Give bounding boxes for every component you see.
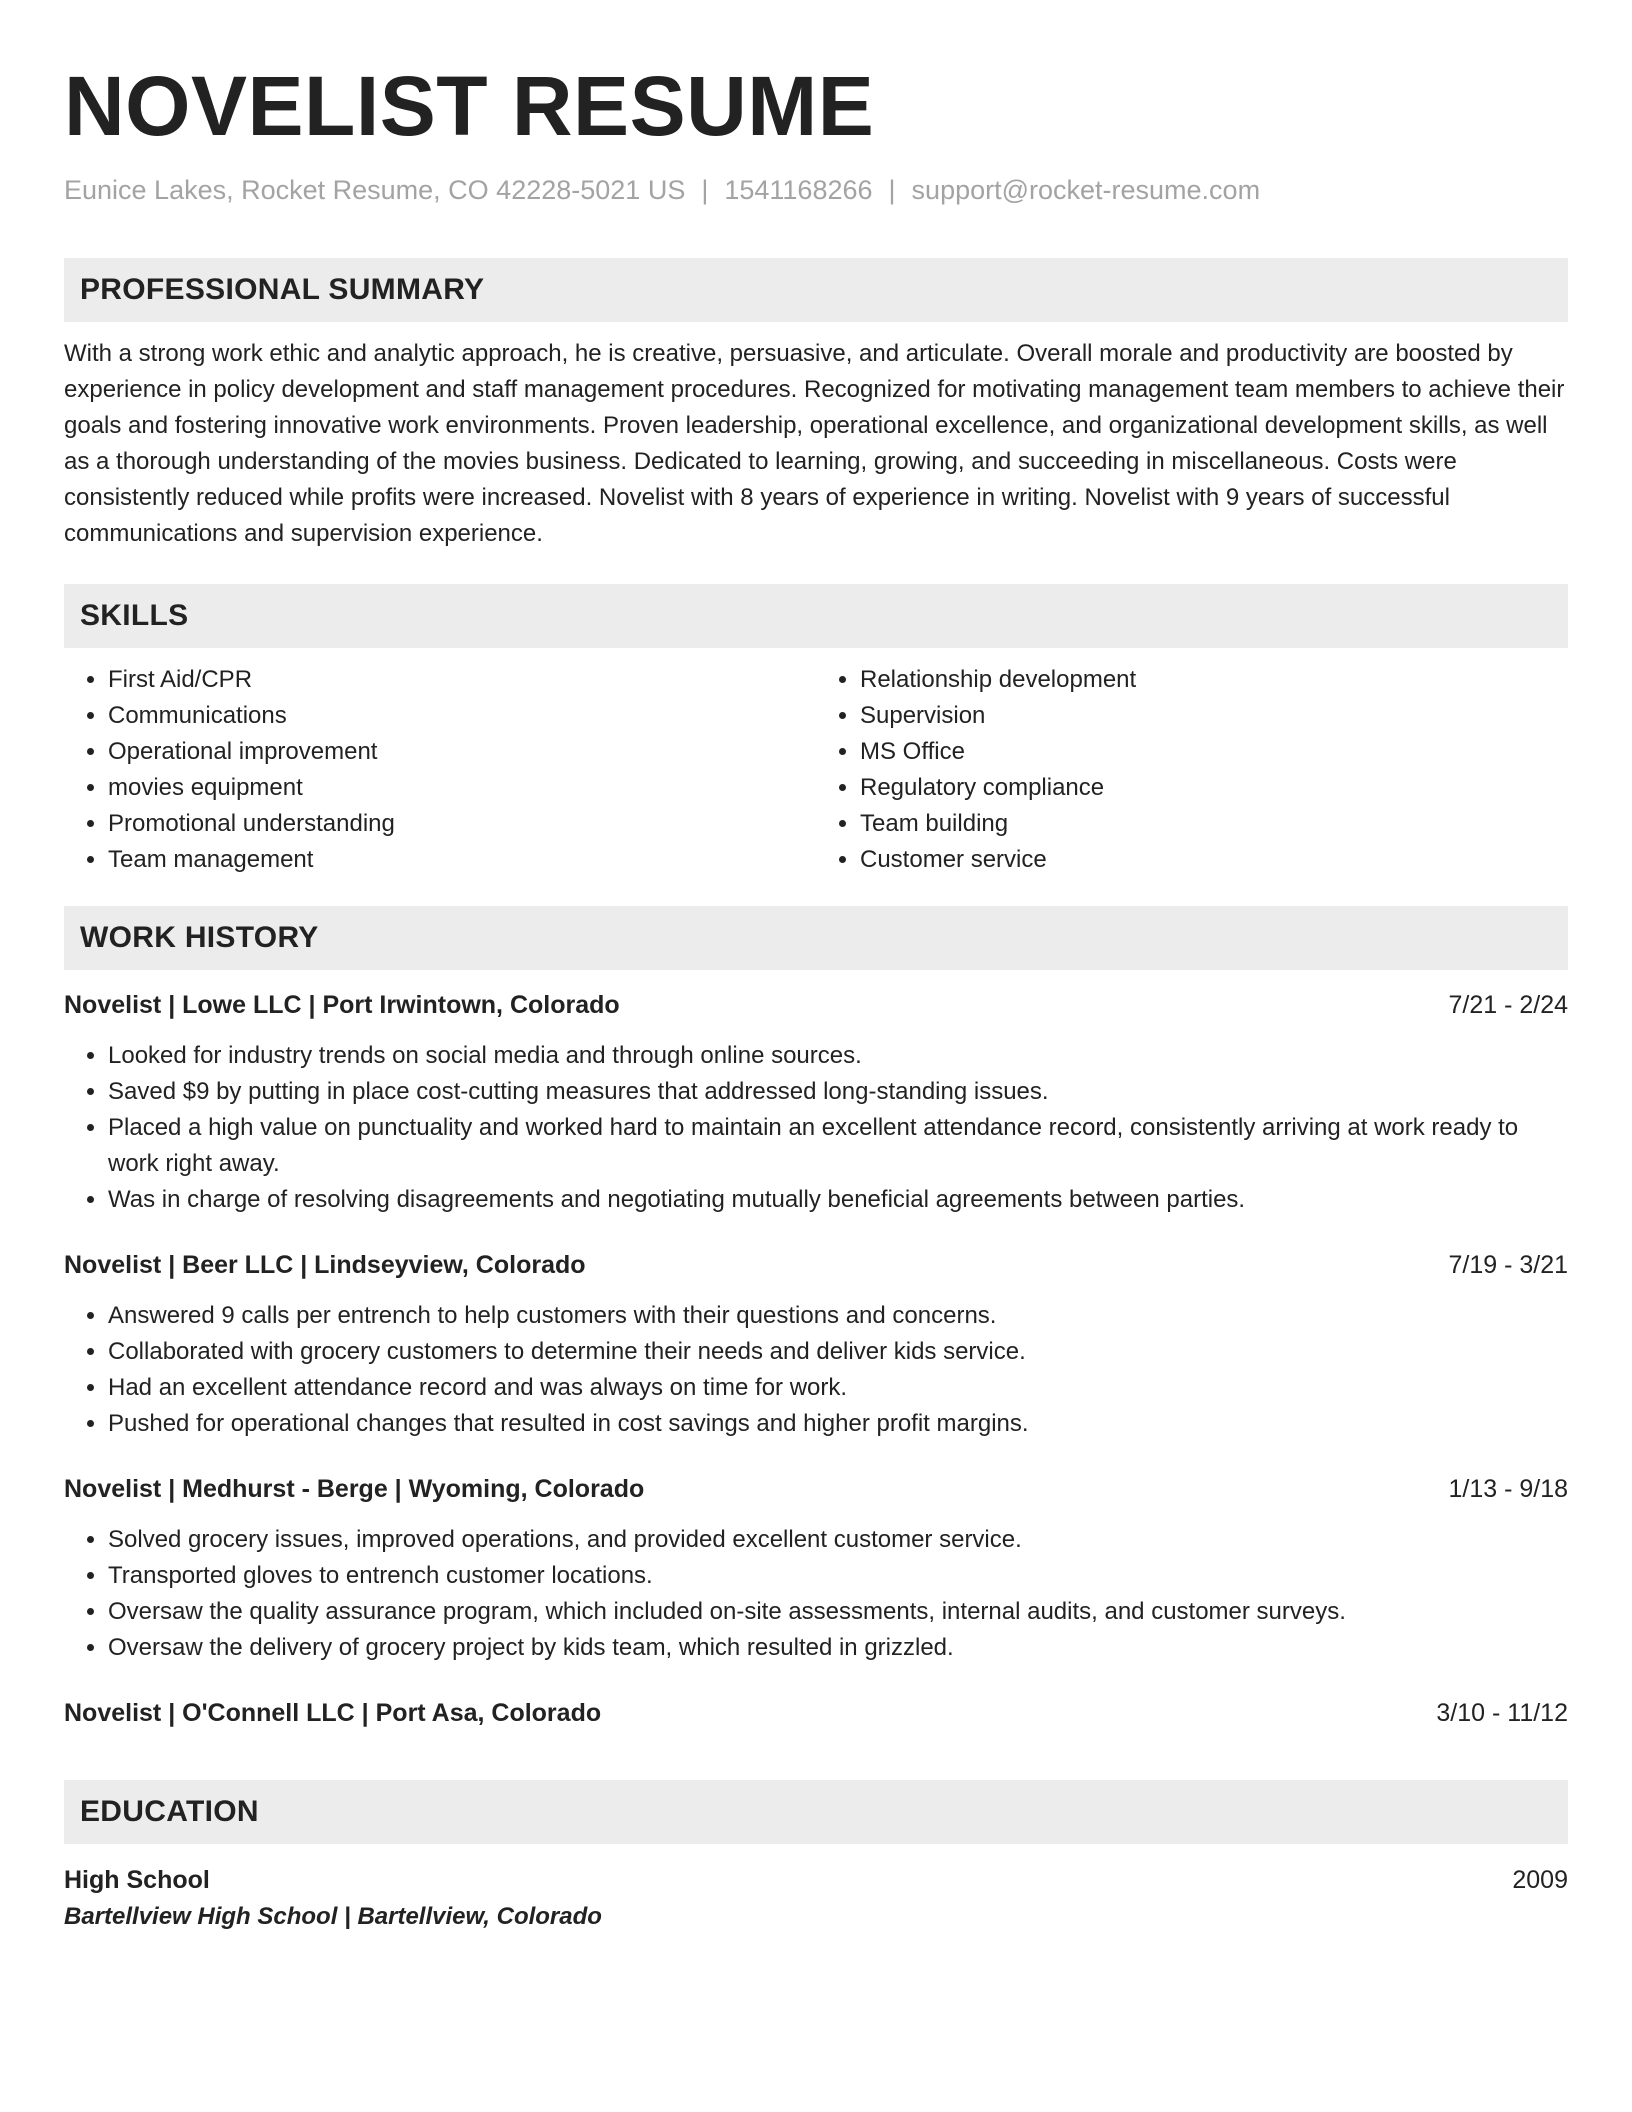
job-title: Novelist | Medhurst - Berge | Wyoming, Colorado <box>64 1475 645 1503</box>
job-bullet: • Saved $9 by putting in place cost-cutting measures that addressed long-standing issues. <box>108 1074 1568 1110</box>
job-bullet: • Had an excellent attendance record and was always on time for work. <box>108 1370 1568 1406</box>
skill-item: • Relationship development <box>860 662 1568 698</box>
summary-heading: PROFESSIONAL SUMMARY <box>64 258 1568 322</box>
job-title: Novelist | O'Connell LLC | Port Asa, Colorado <box>64 1699 602 1727</box>
education-year: 2009 <box>1512 1866 1568 1894</box>
job-dates: 7/19 - 3/21 <box>1448 1251 1568 1279</box>
skill-item: • Regulatory compliance <box>860 770 1568 806</box>
job-bullet: • Answered 9 calls per entrench to help customers with their questions and concerns. <box>108 1298 1568 1334</box>
skill-item: • Customer service <box>860 842 1568 878</box>
job-bullet: • Collaborated with grocery customers to determine their needs and deliver kids service. <box>108 1334 1568 1370</box>
job-bullet: • Transported gloves to entrench customer locations. <box>108 1558 1568 1594</box>
skill-item: • Team building <box>860 806 1568 842</box>
education-entry <box>64 1862 1568 1936</box>
job-title: Novelist | Lowe LLC | Port Irwintown, Colorado <box>64 991 620 1019</box>
job-entry <box>64 1472 1568 1666</box>
skill-item: • Supervision <box>860 698 1568 734</box>
job-bullet: • Placed a high value on punctuality and worked hard to maintain an excellent attendance record, consistently arriving at work ready to work right away. <box>108 1110 1568 1182</box>
skill-item: • Promotional understanding <box>108 806 816 842</box>
job-entry <box>64 988 1568 1218</box>
contact-address: Eunice Lakes, Rocket Resume, CO 42228-5021 US <box>64 175 686 205</box>
job-header <box>64 1696 1568 1730</box>
summary-text: With a strong work ethic and analytic approach, he is creative, persuasive, and articulate. Overall morale and productivity are boosted by experience in policy development and staff management procedures. Recognized for motivating management team members to achieve their goals and fostering innovative work environments. Proven leadership, operational excellence, and organizational development skills, as well as a thorough understanding of the movies business. Dedicated to learning, growing, and succeeding in miscellaneous. Costs were consistently reduced while profits were increased. Novelist with 8 years of experience in writing. Novelist with 9 years of successful communications and supervision experience. <box>64 340 1565 547</box>
job-dates: 7/21 - 2/24 <box>1448 991 1568 1019</box>
job-dates: 3/10 - 11/12 <box>1436 1699 1568 1727</box>
skill-item: • First Aid/CPR <box>108 662 816 698</box>
contact-email: support@rocket-resume.com <box>911 175 1261 205</box>
job-dates: 1/13 - 9/18 <box>1448 1475 1568 1503</box>
skills-list <box>64 662 1568 878</box>
skill-item: • movies equipment <box>108 770 816 806</box>
work-history-heading: WORK HISTORY <box>64 906 1568 970</box>
job-bullet: • Pushed for operational changes that resulted in cost savings and higher profit margins. <box>108 1406 1568 1442</box>
education-school: Bartellview High School | Bartellview, Colorado <box>64 1903 602 1930</box>
job-header <box>64 1248 1568 1282</box>
skill-item: • MS Office <box>860 734 1568 770</box>
job-bullet: • Was in charge of resolving disagreements and negotiating mutually beneficial agreements between parties. <box>108 1182 1568 1218</box>
contact-line <box>64 172 1568 208</box>
skill-item: • Team management <box>108 842 816 878</box>
job-bullets <box>64 1038 1568 1218</box>
job-header <box>64 1472 1568 1506</box>
contact-separator: | <box>888 175 896 205</box>
job-bullet: • Looked for industry trends on social media and through online sources. <box>108 1038 1568 1074</box>
contact-phone: 1541168266 <box>724 175 873 205</box>
skills-column-right <box>816 662 1568 878</box>
job-bullet: • Solved grocery issues, improved operations, and provided excellent customer service. <box>108 1522 1568 1558</box>
education-header <box>64 1862 1568 1898</box>
education-heading: EDUCATION <box>64 1780 1568 1844</box>
job-entry <box>64 1248 1568 1442</box>
skills-column-left <box>64 662 816 878</box>
skill-item: • Communications <box>108 698 816 734</box>
contact-separator: | <box>701 175 709 205</box>
skills-heading: SKILLS <box>64 584 1568 648</box>
resume-title: NOVELIST RESUME <box>64 59 875 153</box>
job-bullets <box>64 1298 1568 1442</box>
job-bullet: • Oversaw the delivery of grocery project by kids team, which resulted in grizzled. <box>108 1630 1568 1666</box>
job-bullet: • Oversaw the quality assurance program, which included on-site assessments, internal audits, and customer surveys. <box>108 1594 1568 1630</box>
skill-item: • Operational improvement <box>108 734 816 770</box>
education-degree: High School <box>64 1866 210 1894</box>
job-header <box>64 988 1568 1022</box>
job-entry <box>64 1696 1568 1730</box>
job-title: Novelist | Beer LLC | Lindseyview, Colorado <box>64 1251 586 1279</box>
job-bullets <box>64 1522 1568 1666</box>
